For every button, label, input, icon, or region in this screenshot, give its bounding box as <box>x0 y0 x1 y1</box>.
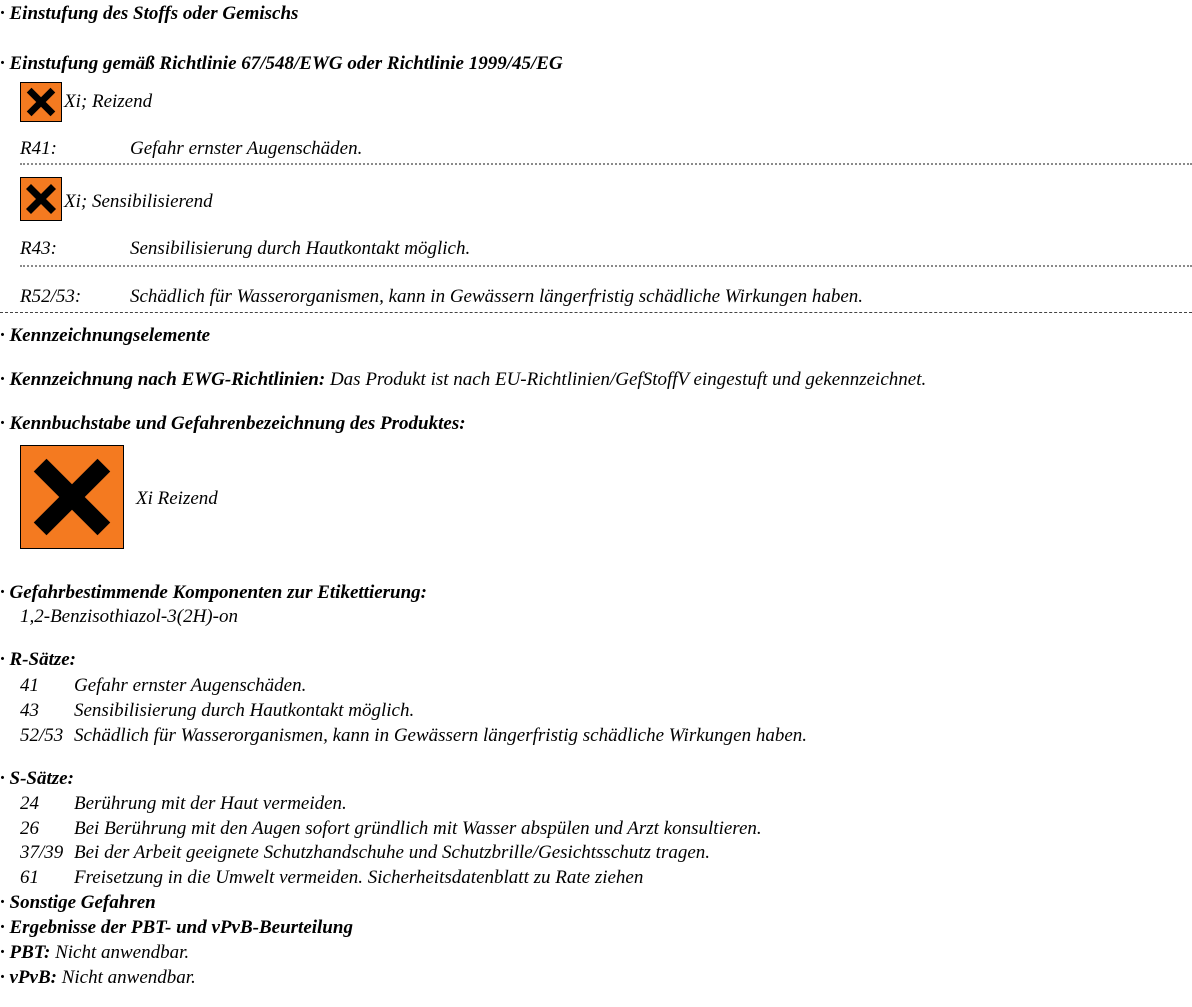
dashed-divider <box>0 312 1192 313</box>
s-phrase-text: Bei Berührung mit den Augen sofort gründlich mit Wasser abspülen und Arzt konsultieren. <box>74 818 762 839</box>
pbt-value: Nicht anwendbar. <box>55 942 190 963</box>
directive-heading: · Einstufung gemäß Richtlinie 67/548/EWG oder Richtlinie 1999/45/EG <box>0 53 563 74</box>
components-heading: · Gefahrbestimmende Komponenten zur Etikettierung: <box>0 582 428 603</box>
r-phrases-heading: · R-Sätze: <box>0 649 76 670</box>
pbt-label: · PBT: <box>0 942 51 963</box>
r43-code: R43: <box>20 238 57 259</box>
r-phrase-text: Schädlich für Wasserorganismen, kann in Gewässern längerfristig schädliche Wirkungen haben. <box>74 725 808 746</box>
r-phrase-code: 43 <box>20 700 39 721</box>
hazard-cross-icon <box>20 177 62 221</box>
hazard-cross-icon <box>20 82 62 122</box>
section-heading-other-hazards: · Sonstige Gefahren <box>0 892 156 913</box>
hazard-cross-large-icon <box>20 445 124 549</box>
s-phrase-text: Berührung mit der Haut vermeiden. <box>74 793 347 814</box>
r41-code: R41: <box>20 138 57 159</box>
r5253-text: Schädlich für Wasserorganismen, kann in Gewässern längerfristig schädliche Wirkungen haben. <box>130 286 864 307</box>
r-phrase-text: Sensibilisierung durch Hautkontakt möglich. <box>74 700 415 721</box>
ewg-label: · Kennzeichnung nach EWG-Richtlinien: <box>0 369 326 390</box>
s-phrase-text: Bei der Arbeit geeignete Schutzhandschuhe und Schutzbrille/Gesichtsschutz tragen. <box>74 842 711 863</box>
s-phrase-code: 61 <box>20 867 39 888</box>
section-heading-classification: · Einstufung des Stoffs oder Gemischs <box>0 3 299 24</box>
pbt-line <box>0 943 189 962</box>
ewg-text: Das Produkt ist nach EU-Richtlinien/GefStoffV eingestuft und gekennzeichnet. <box>329 369 927 390</box>
s-phrase-text: Freisetzung in die Umwelt vermeiden. Sicherheitsdatenblatt zu Rate ziehen <box>74 867 644 888</box>
symbol-label-reizend: Xi; Reizend <box>64 91 153 112</box>
pbt-vpvb-heading: · Ergebnisse der PBT- und vPvB-Beurteilung <box>0 917 353 938</box>
r-phrase-code: 52/53 <box>20 725 64 746</box>
r5253-code: R52/53: <box>20 286 82 307</box>
s-phrase-code: 37/39 <box>20 842 64 863</box>
s-phrase-code: 24 <box>20 793 39 814</box>
vpvb-value: Nicht anwendbar. <box>61 967 196 988</box>
component-name: 1,2-Benzisothiazol-3(2H)-on <box>20 606 238 627</box>
big-symbol-label: Xi Reizend <box>136 488 218 509</box>
vpvb-label: · vPvB: <box>0 967 57 988</box>
dotted-divider <box>20 265 1192 267</box>
r-phrase-code: 41 <box>20 675 39 696</box>
ewg-labelling-line <box>0 370 926 389</box>
s-phrase-code: 26 <box>20 818 39 839</box>
r41-text: Gefahr ernster Augenschäden. <box>130 138 363 159</box>
vpvb-line <box>0 968 196 987</box>
r43-text: Sensibilisierung durch Hautkontakt möglich. <box>130 238 471 259</box>
letters-heading: · Kennbuchstabe und Gefahrenbezeichnung des Produktes: <box>0 413 466 434</box>
dotted-divider <box>20 163 1192 165</box>
symbol-label-sensibilisierend: Xi; Sensibilisierend <box>64 191 213 212</box>
r-phrase-text: Gefahr ernster Augenschäden. <box>74 675 307 696</box>
s-phrases-heading: · S-Sätze: <box>0 768 74 789</box>
section-heading-labelling: · Kennzeichnungselemente <box>0 325 211 346</box>
